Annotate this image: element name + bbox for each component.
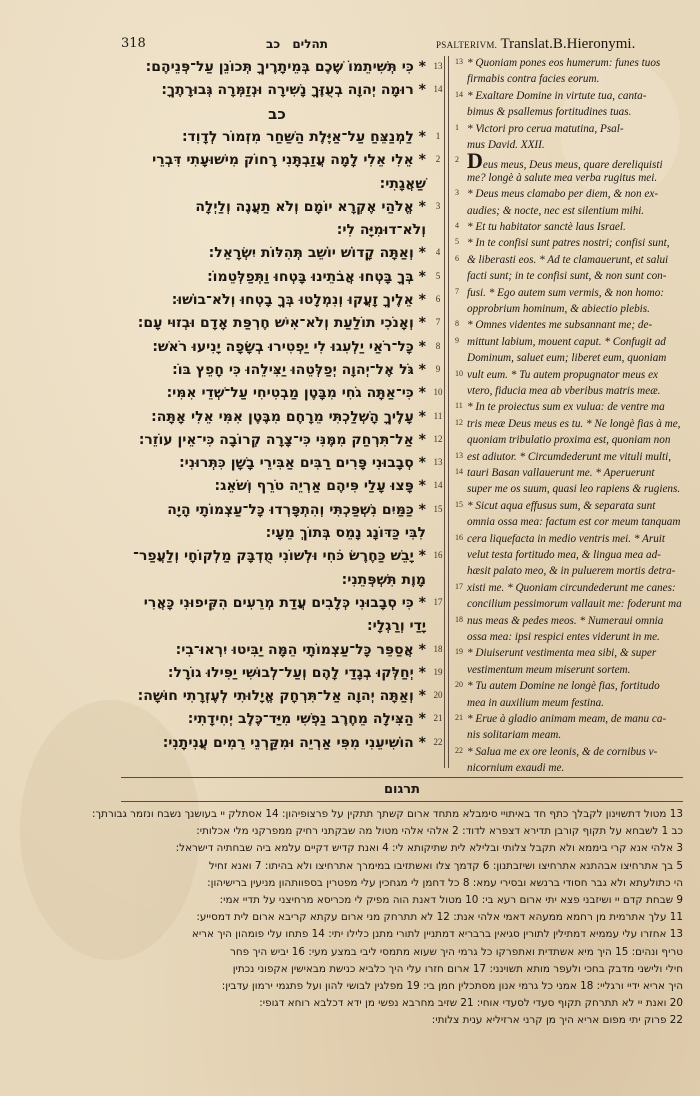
hebrew-verse-number: 13 (433, 457, 443, 468)
hebrew-verse-number: 19 (433, 666, 443, 677)
latin-verse-number: 13 (455, 450, 463, 460)
hebrew-verse-line: * וְאַתָּה יְהוָה אַל־תִּרְחָק אֱיָלוּתִי לְעֶזְרָתִי חוּשָׁה: (137, 688, 426, 705)
latin-verse-line: * Erue à gladio animam meam, de manu ca- (467, 713, 667, 725)
latin-verse-line: opprobrium hominum, & abiectio plebis. (467, 303, 650, 315)
hebrew-verse-line: * הַצִּילָה מֵחֶרֶב נַפְשִׁי מִיַּד־כֶּלֶב יְחִידָתִי: (187, 711, 426, 728)
hebrew-verse-number: 16 (433, 550, 443, 561)
hebrew-verse-line: * פָּצוּ עָלַי פִּיהֶם אַרְיֵה טֹרֵף וְשֹׁאֵג: (214, 478, 426, 495)
latin-verse-line: xisti me. * Quoniam circundederunt me canes: (467, 581, 676, 594)
hebrew-verse-number: 12 (433, 433, 443, 444)
hebrew-verse-line: * כָּל־רֹאַי יַלְעִגוּ לִי יַפְטִירוּ בְשָׂפָה יָנִיעוּ רֹאשׁ: (152, 338, 426, 355)
hebrew-verse-number: 7 (435, 317, 441, 328)
latin-verse-number: 16 (455, 532, 463, 542)
hebrew-verse-number: 4 (435, 247, 441, 258)
latin-verse-number: 3 (455, 188, 459, 198)
latin-verse-line: * Tu autem Domine ne longè fias, fortitudo (467, 680, 660, 693)
targum-line: 11 עלך אתרמית מן רחמא ממעהא דאמי אלהי אנת: 12 לא תתרחק מני ארום עקתא קריבא ארום לית דמסייע: (196, 911, 683, 924)
latin-verse-number: 15 (455, 499, 463, 509)
hebrew-verse-number: 5 (435, 270, 441, 281)
hebrew-verse-number: 22 (433, 736, 443, 747)
hebrew-text-column (128, 56, 426, 776)
latin-verse-line: vestimentum meum miserunt sortem. (467, 663, 631, 676)
latin-verse-number: 10 (455, 368, 463, 378)
targum-line: הי כתולעתא ולא גבר חסודי ברנשא ובסירי עמא: 8 כל דחמן לי מגחכין עלי מפטרין בספוותהון מניעין ברישיהון: (207, 876, 683, 889)
hebrew-verse-line: * אֲסַפֵּר כָּל־עַצְמוֹתָי הֵמָּה יַבִּיטוּ יִרְאוּ־בִי: (175, 641, 426, 658)
latin-verse-line: * Victori pro cerua matutina, Psal- (467, 122, 624, 135)
latin-verse-number: 19 (455, 647, 463, 657)
latin-verse-line: facti sunt; in te confisi sunt, & non sunt con- (467, 270, 667, 283)
latin-verse-line: ossa mea: ipsi respici entes viderunt in me. (467, 631, 660, 643)
targum-line: 20 ואנת יי לא תתרחק תקוף סעדי לסעדי אוחי: 21 שזיב מחרבא נפשי מן ידא דכלבא רוחא דגופי: (259, 997, 683, 1010)
hebrew-verse-number: 8 (435, 340, 441, 351)
targum-line: 22 פרוק יתי מפום אריא היך מן קרני ארזיליא ענית צלותי: (431, 1014, 683, 1027)
hebrew-verse-line: * רוּמָה יְהוָה בְעֻזֶּךָ נָשִׁירָה וּנְזַמְּרָה גְּבוּרָתֶךָ: (161, 82, 426, 99)
hebrew-verse-line: * גֹּל אֶל־יְהוָה יְפַלְּטֵהוּ יַצִּילֵהוּ כִּי חָפֵץ בּוֹ: (172, 361, 426, 378)
running-book-title: תהלים (292, 37, 328, 51)
latin-verse-line: * Sicut aqua effusus sum, & separata sunt (467, 499, 656, 512)
hebrew-verse-number: 13 (433, 61, 443, 71)
hebrew-verse-number: 21 (433, 713, 443, 724)
hebrew-verse-number: 20 (433, 690, 443, 701)
targum-line: חילי ולישני מדבק בחכי ולעפר מותא תשוינני: 17 ארום חזרו עלי היך כלביא כנישת מבאישין אקפוני נכתין (232, 962, 683, 975)
hebrew-verse-line: * אֱלֹהַי אֶקְרָא יוֹמָם וְלֹא תַעֲנֶה וְלַיְלָה (195, 198, 426, 215)
latin-verse-line: * Omnes videntes me subsannant me; de- (467, 319, 653, 332)
hebrew-verse-number: 9 (435, 363, 441, 374)
latin-verse-line: nis solitariam meam. (467, 729, 562, 742)
hebrew-verse-line: שַׁאֲגָתִי: (379, 175, 426, 192)
hebrew-verse-line: * יְחַלְּקוּ בְגָדַי לָהֶם וְעַל־לְבוּשִׁי יַפִּילוּ גוֹרָל: (167, 664, 426, 681)
drop-capital: D (467, 148, 483, 174)
latin-verse-line: * Exaltare Domine in virtute tua, canta- (467, 89, 647, 102)
latin-verse-number: 14 (455, 89, 463, 99)
chapter-heading: כב (268, 104, 286, 123)
latin-verse-line: * Et tu habitator sanctè laus Israel. (467, 221, 626, 233)
latin-verse-line: * In te confisi sunt patres nostri; confisi sunt, (467, 237, 670, 250)
hebrew-verse-number: 14 (433, 480, 443, 491)
hebrew-verse-number: 17 (433, 596, 443, 607)
hebrew-verse-line: * וְאַתָּה קָדוֹשׁ יוֹשֵׁב תְּהִלּוֹת יִשְׂרָאֵל: (208, 245, 426, 262)
targum-line: 13 מטול דתשוינון לקבלך כתף חד באיתויי סימבלא מתחד ארום קשתך תתקין על פרצופיהון: 14 אסתלק יי בעושנך נשבח ונזמר גבורתך: (91, 808, 683, 820)
latin-verse-line: * In te proiectus sum ex vulua: de ventre ma (467, 401, 665, 414)
hebrew-verse-line: * לַמְנַצֵּחַ עַל־אַיֶּלֶת הַשַּׁחַר מִזְמוֹר לְדָוִד: (181, 128, 426, 145)
targum-line: 5 בך אתרחיצו אבהתנא אתרחיצו ושיזבתנון: 6 קדמך צלו ואשתזיבו במימרך אתרחיצו ולא בהיתו: 7 ואנא זחיל (208, 859, 683, 872)
latin-verse-line: me? longè à salute mea verba rugitus mei. (467, 171, 658, 184)
targum-line: 9 שבחת קדם יי ושיזבני פצא יתי ארום רעא בי: 10 מטול דאנת הוה מפיק לי מכריסא מרחיצני על תדיי אמי: (219, 894, 683, 906)
latin-verse-number: 13 (455, 57, 463, 66)
latin-verse-number: 12 (455, 417, 463, 427)
latin-verse-number: 1 (455, 122, 459, 132)
latin-verse-line: mea in auxilium meum festina. (467, 696, 605, 709)
latin-verse-line: omnia ossa mea: factum est cor meum tanquam (467, 516, 681, 529)
latin-verse-line: audies; & nocte, nec est silentium mihi. (467, 204, 645, 217)
targum-line: 3 אלהי אנא קרי ביממא ולא תקבל צלותי ובלילא לית שתיקותא לי: 4 ואנת קדיש דקיים עלמא ביה שבחתיה דישראל: (175, 842, 683, 855)
hebrew-verse-line: יָדַי וְרַגְלָי: (366, 618, 426, 635)
running-chapter: כב (266, 37, 281, 51)
latin-verse-line (467, 148, 680, 174)
latin-verse-line: mus David. XXII. (467, 139, 545, 151)
latin-verse-line: bimus & psallemus fortitudines tuas. (467, 106, 632, 119)
latin-verse-line: * Salua me ex ore leonis, & de cornibus v- (467, 745, 658, 758)
hebrew-verse-line: * וְאָנֹכִי תוֹלַעַת וְלֹא־אִישׁ חֶרְפַּת אָדָם וּבְזוּי עָם: (137, 315, 426, 332)
hebrew-verse-number: 2 (435, 154, 441, 165)
latin-running-header (436, 36, 635, 53)
targum-line: כב 1 לשבחא על תקוף קורבן תדירא דצפרא לדוד: 2 אלהי אלהי מטול מה שבקתני רחיק ממפרקני מלי אכלותי: (196, 825, 683, 838)
targum-line: היך אריא ידיי ורגליי: 18 אמני כל גרמי אנון מסתכלין חמן בי: 19 מפלגין לבושי להון ועל פתגמי ירמון עדבין: (221, 980, 683, 992)
hebrew-verse-line: לִבִּי כַּדּוֹנָג נָמֵס בְּתוֹךְ מֵעָי: (265, 525, 426, 541)
latin-verse-line: Dominum, saluet eum; liberet eum, quoniam (467, 352, 667, 365)
latin-verse-number: 7 (455, 286, 459, 296)
page-number: 318 (121, 36, 146, 51)
latin-verse-line: firmabis contra facies eorum. (467, 73, 600, 86)
latin-verse-text: eus meus, Deus meus, quare dereliquisti (482, 159, 663, 172)
hebrew-verse-line: * כִּי־אַתָּה גֹחִי מִבָּטֶן מַבְטִיחִי עַל־שְׁדֵי אִמִּי: (166, 385, 426, 402)
column-divider-right (448, 56, 449, 768)
targum-line: 13 אחזרו עלי עממיא דמתילין לתורין סגיאין ברבריא דמתניין לתורי מתנן כלילו יתי: 14 פתחו עלי פומהון היך אריא (191, 928, 683, 941)
latin-verse-number: 11 (455, 401, 463, 411)
latin-verse-number: 4 (455, 221, 459, 230)
latin-verse-line: mittunt labium, mouent caput. * Confugit ad (467, 335, 666, 348)
hebrew-verse-line: * אֵלֶיךָ זָעֲקוּ וְנִמְלָטוּ בְּךָ בָטְחוּ וְלֹא־בוֹשׁוּ: (171, 292, 426, 308)
latin-verse-line: velut testa fortitudo mea, & lingua mea ad- (467, 549, 661, 561)
latin-verse-line: cera liquefacta in medio ventris mei. * Aruit (467, 532, 666, 545)
targum-rule-bottom (121, 801, 683, 802)
hebrew-verse-line: מָוֶת תִּשְׁפְּתֵנִי: (341, 571, 426, 588)
hebrew-verse-line: * עָלֶיךָ הָשְׁלַכְתִּי מֵרָחֶם מִבֶּטֶן אִמִּי אֵלִי אָתָּה: (151, 408, 426, 425)
latin-verse-line: * Quoniam pones eos humerum: funes tuos (467, 57, 661, 69)
hebrew-verse-line: * בְּךָ בָּטְחוּ אֲבֹתֵינוּ בָּטְחוּ וַתְּפַלְּטֵמוֹ: (207, 268, 426, 285)
hebrew-verse-number: 18 (433, 643, 443, 654)
hebrew-verse-number: 11 (433, 410, 443, 421)
latin-verse-number: 6 (455, 253, 459, 263)
latin-verse-number: 5 (455, 237, 459, 247)
latin-verse-number: 20 (455, 680, 463, 690)
hebrew-verse-number: 6 (435, 294, 441, 304)
latin-verse-line: * Diuiserunt vestimenta mea sibi, & super (467, 647, 657, 660)
latin-running-big: Translat.B.Hieronymi. (500, 36, 636, 52)
latin-verse-number: 8 (455, 319, 459, 329)
hebrew-verse-line: * כַּמַּיִם נִשְׁפַּכְתִּי וְהִתְפָּרְדוּ כָּל־עַצְמוֹתָי הָיָה (167, 501, 426, 518)
latin-verse-line: * Deus meus clamabo per diem, & non ex- (467, 188, 659, 201)
hebrew-verse-line: * אֵלִי אֵלִי לָמָה עֲזַבְתָּנִי רָחוֹק מִישׁוּעָתִי דִּבְרֵי (152, 152, 426, 169)
latin-verse-number: 21 (455, 713, 463, 722)
latin-verse-line: vtero, fiducia mea ab vberibus matris meæ. (467, 385, 661, 397)
targum-title: תרגום (383, 782, 421, 797)
latin-verse-line: super me os suum, quasi leo rapiens & rugiens. (467, 483, 681, 496)
hebrew-verse-number: 15 (433, 503, 443, 514)
latin-verse-line: concilium pessimorum vallauit me: foderunt ma (467, 598, 682, 611)
latin-verse-number: 22 (455, 745, 463, 755)
latin-verse-line: quoniam tribulatio proxima est, quoniam non (467, 434, 671, 447)
targum-rule-top (121, 777, 683, 778)
latin-verse-line: vult eum. * Tu autem propugnator meus ex (467, 368, 658, 381)
hebrew-verse-number: 10 (433, 387, 443, 398)
latin-verse-line: fusi. * Ego autem sum vermis, & non homo: (467, 286, 665, 299)
hebrew-verse-line: * הוֹשִׁיעֵנִי מִפִּי אַרְיֵה וּמִקַּרְנֵי רֵמִים עֲנִיתָנִי: (162, 734, 426, 751)
hebrew-verse-number: 14 (433, 84, 443, 95)
latin-verse-line: nus meas & pedes meos. * Numeraui omnia (467, 614, 664, 627)
latin-verse-number: 17 (455, 581, 463, 591)
hebrew-running-header (258, 36, 328, 52)
latin-verse-number: 18 (455, 614, 463, 624)
hebrew-verse-line: * אַל־תִּרְחַק מִמֶּנִּי כִּי־צָרָה קְרוֹבָה כִּי־אֵין עוֹזֵר: (138, 431, 426, 448)
latin-verse-number: 2 (455, 155, 459, 165)
hebrew-verse-line: * יָבֵשׁ כַּחֶרֶשׂ כֹּחִי וּלְשׁוֹנִי מֻדְבָּק מַלְקוֹחָי וְלַעֲפַר־ (133, 548, 426, 565)
hebrew-verse-line: וְלֹא־דוּמִיָּה לִי: (336, 222, 426, 239)
latin-verse-line: tauri Basan vallauerunt me. * Aperuerunt (467, 467, 655, 479)
latin-verse-line: nicornium exaudi me. (467, 762, 565, 775)
latin-verse-number: 9 (455, 335, 459, 345)
hebrew-verse-number: 3 (435, 200, 441, 211)
hebrew-verse-line: * כִּי תְּשִׁיתֵמוֹ שֶׁכֶם בְּמֵיתָרֶיךָ תְּכוֹנֵן עַל־פְּנֵיהֶם: (145, 59, 426, 75)
hebrew-verse-number: 1 (435, 130, 441, 141)
latin-verse-line: & liberasti eos. * Ad te clamauerunt, et salui (467, 253, 669, 266)
latin-verse-line: est adiutor. * Circumdederunt me vituli multi, (467, 450, 672, 463)
targum-line: טריף ונהים: 15 היך מיא אשתדית ואתפרקו כל גרמי היך שעוא מתמסי ליבי במצע מעי: 16 יביש היך פחר (230, 945, 683, 958)
hebrew-verse-line: * סְבָבוּנִי פָּרִים רַבִּים אַבִּירֵי בָשָׁן כִּתְּרוּנִי: (179, 455, 426, 472)
latin-verse-line: tris meæ Deus meus es tu. * Ne longè fias à me, (467, 417, 681, 430)
hebrew-verse-line: * כִּי סְבָבוּנִי כְּלָבִים עֲדַת מְרֵעִים הִקִּיפוּנִי כָּאֲרִי (143, 594, 426, 611)
latin-verse-line: hæsit palato meo, & in puluerem mortis detra- (467, 565, 676, 578)
latin-running-small: PSALTERIVM. (436, 40, 498, 50)
latin-verse-number: 14 (455, 467, 463, 476)
